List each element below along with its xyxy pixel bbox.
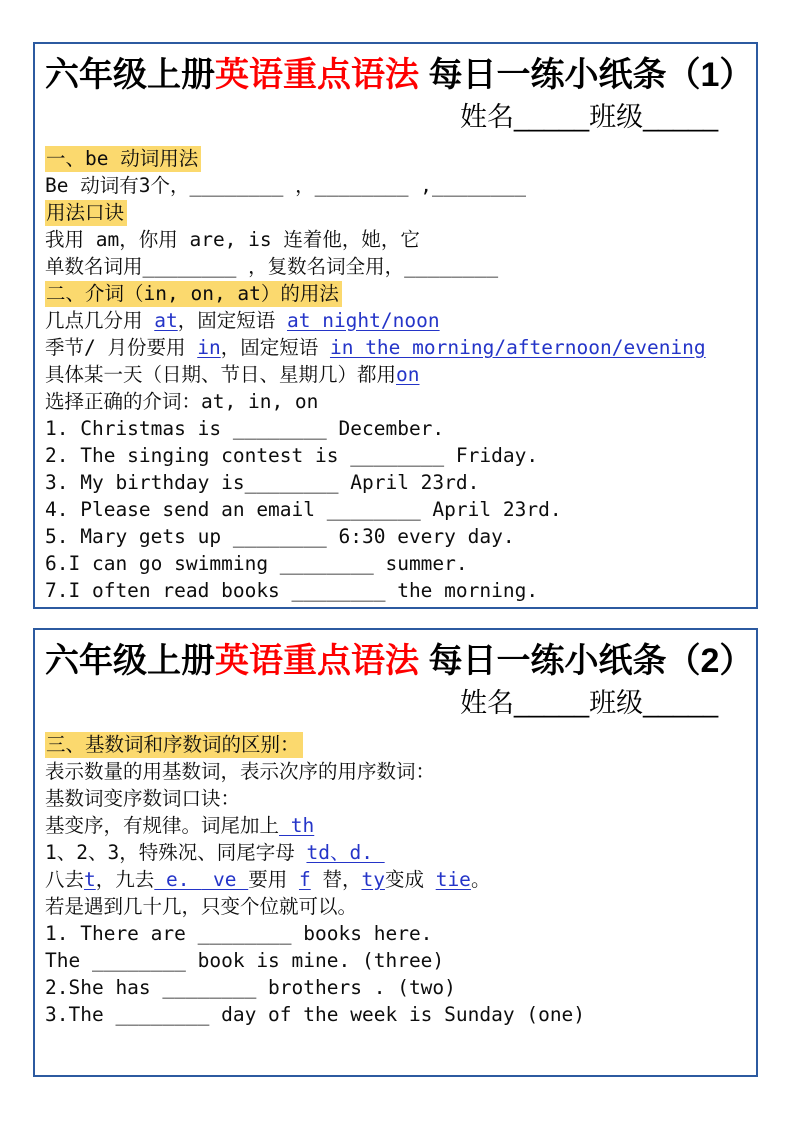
content-line — [45, 758, 752, 785]
text-segment: 要用 — [248, 868, 299, 891]
content-line — [45, 415, 752, 442]
title-suffix: 每日一练小纸条（2） — [419, 642, 754, 680]
content-line — [45, 523, 752, 550]
grammar-term: at night/noon — [286, 309, 440, 332]
content-line — [45, 974, 752, 1001]
content-line — [45, 172, 752, 199]
grammar-term: at — [154, 309, 178, 332]
text-segment: 表示数量的用基数词，表示次序的用序数词： — [45, 760, 436, 783]
grammar-term: on — [396, 363, 420, 386]
grammar-term: ve — [201, 868, 249, 891]
content-line — [45, 496, 752, 523]
section-heading — [45, 731, 752, 758]
text-segment: 选择正确的介词：at, in, on — [45, 390, 319, 413]
content-line — [45, 812, 752, 839]
text-segment: 替， — [310, 868, 362, 891]
content-line — [45, 1001, 752, 1028]
text-segment: The ________ book is mine. (three) — [45, 949, 445, 972]
title-red-highlight: 英语重点语法 — [215, 642, 419, 680]
text-segment: 2. The singing contest is ________ Friday. — [45, 444, 539, 467]
content-line — [45, 920, 752, 947]
text-segment: 若是遇到几十几，只变个位就可以。 — [45, 895, 358, 918]
grammar-term: e. — [154, 868, 202, 891]
text-segment: Be 动词有3个，________ ，________ ,________ — [45, 174, 526, 197]
title-prefix: 六年级上册 — [45, 56, 215, 94]
text-segment: 三、基数词和序数词的区别： — [46, 733, 300, 756]
text-segment: 4. Please send an email ________ April 23rd. — [45, 498, 562, 521]
content-line — [45, 947, 752, 974]
text-segment: 1. Christmas is ________ December. — [45, 417, 445, 440]
content-line — [45, 226, 752, 253]
name-class-line: 姓名_____班级_____ — [460, 102, 719, 132]
page-title — [45, 52, 752, 99]
grammar-term: in — [197, 336, 221, 359]
text-segment: 基变序，有规律。词尾加上 — [45, 814, 280, 837]
content-line — [45, 334, 752, 361]
title-red-highlight: 英语重点语法 — [215, 56, 419, 94]
section-heading — [45, 280, 752, 307]
text-segment: 我用 am，你用 are, is 连着他，她，它 — [45, 228, 420, 251]
grammar-term: th — [279, 814, 315, 837]
text-segment: 几点几分用 — [45, 309, 155, 332]
content-line — [45, 361, 752, 388]
content-line — [45, 785, 752, 812]
text-segment: 基数词变序数词口诀： — [45, 787, 241, 810]
text-segment: 单数名词用________ ，复数名词全用，________ — [45, 255, 499, 278]
content-line — [45, 866, 752, 893]
text-segment: 1、2、3，特殊况、同尾字母 — [45, 841, 307, 864]
grammar-term: ty — [361, 868, 385, 891]
text-segment: 3.The ________ day of the week is Sunday (one) — [45, 1003, 586, 1026]
section-heading — [45, 145, 752, 172]
highlighted-heading-text — [45, 281, 342, 307]
text-segment: 具体某一天（日期、节日、星期几）都用 — [45, 363, 397, 386]
text-segment: 一、be 动词用法 — [46, 147, 199, 170]
section-heading — [45, 199, 752, 226]
highlighted-heading-text — [45, 732, 303, 758]
worksheet-card-2 — [33, 628, 758, 1077]
text-segment: 6.I can go swimming ________ summer. — [45, 552, 468, 575]
content-line — [45, 839, 752, 866]
content-line — [45, 893, 752, 920]
highlighted-heading-text — [45, 200, 127, 226]
text-segment: ，固定短语 — [220, 336, 330, 359]
text-segment: 用法口诀 — [46, 201, 125, 224]
text-segment: 7.I often read books ________ the morning. — [45, 579, 539, 602]
text-segment: 季节/ 月份要用 — [45, 336, 198, 359]
highlighted-heading-text — [45, 146, 201, 172]
content-line — [45, 442, 752, 469]
title-prefix: 六年级上册 — [45, 642, 215, 680]
text-segment: 八去 — [45, 868, 85, 891]
worksheet-card-1 — [33, 42, 758, 609]
text-segment: 。 — [470, 868, 491, 891]
content-line — [45, 577, 752, 604]
sheet-body — [45, 731, 752, 1028]
grammar-term: f — [298, 868, 311, 891]
text-segment: 二、介词（in, on, at）的用法 — [46, 282, 339, 305]
content-line — [45, 253, 752, 280]
title-suffix: 每日一练小纸条（1） — [419, 56, 754, 94]
content-line — [45, 388, 752, 415]
name-class-line: 姓名_____班级_____ — [460, 688, 719, 718]
text-segment: ，九去 — [95, 868, 155, 891]
page-title — [45, 638, 752, 685]
grammar-term: tie — [435, 868, 471, 891]
grammar-term: t — [84, 868, 96, 891]
text-segment: ，固定短语 — [177, 309, 287, 332]
content-line — [45, 550, 752, 577]
content-line — [45, 307, 752, 334]
grammar-term: in the morning/afternoon/evening — [329, 336, 706, 359]
text-segment: 变成 — [384, 868, 436, 891]
text-segment: 5. Mary gets up ________ 6:30 every day. — [45, 525, 515, 548]
text-segment: 3. My birthday is________ April 23rd. — [45, 471, 480, 494]
text-segment: 2.She has ________ brothers . (two) — [45, 976, 456, 999]
content-line — [45, 469, 752, 496]
text-segment: 1. There are ________ books here. — [45, 922, 433, 945]
sheet-body — [45, 145, 752, 604]
grammar-term: td、d. — [306, 841, 385, 864]
